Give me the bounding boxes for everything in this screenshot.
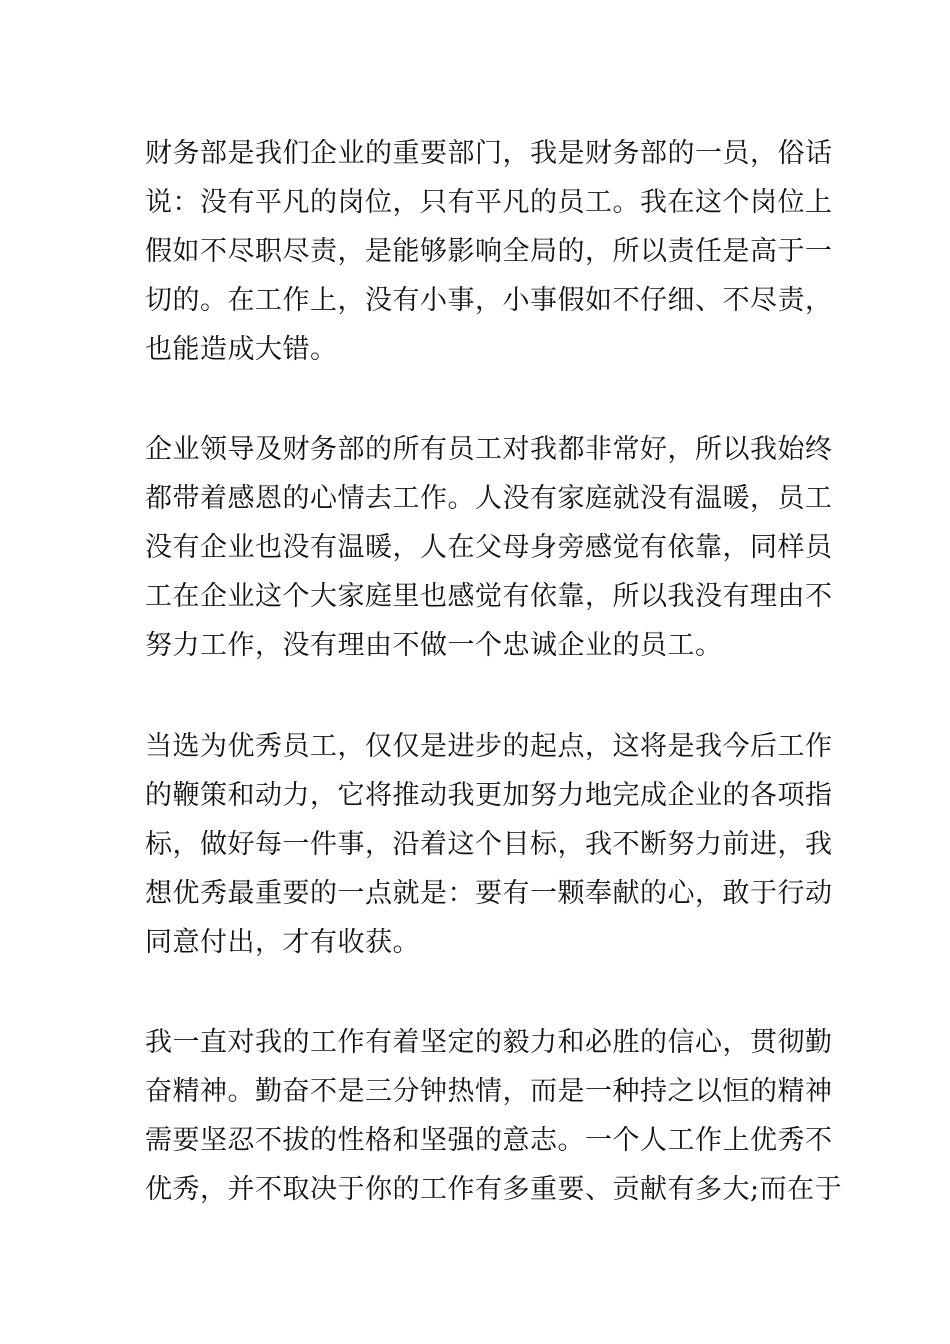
paragraph-1-line-4: 切的。在工作上，没有小事，小事假如不仔细、不尽责， — [145, 285, 833, 316]
paragraph-3-line-5: 同意付出，才有收获。 — [145, 927, 420, 958]
paragraph-3-line-1: 当选为优秀员工，仅仅是进步的起点，这将是我今后工作 — [145, 731, 833, 762]
paragraph-1-line-5: 也能造成大错。 — [145, 334, 338, 365]
paragraph-2-line-1: 企业领导及财务部的所有员工对我都非常好，所以我始终 — [145, 434, 833, 465]
paragraph-4-line-2: 奋精神。勤奋不是三分钟热情，而是一种持之以恒的精神 — [145, 1076, 833, 1107]
paragraph-2-line-5: 努力工作，没有理由不做一个忠诚企业的员工。 — [145, 630, 723, 661]
paragraph-2-line-3: 没有企业也没有温暖，人在父母身旁感觉有依靠，同样员 — [145, 532, 833, 563]
paragraph-2-line-4: 工在企业这个大家庭里也感觉有依靠，所以我没有理由不 — [145, 581, 833, 612]
paragraph-4-line-3: 需要坚忍不拔的性格和坚强的意志。一个人工作上优秀不 — [145, 1125, 833, 1156]
paragraph-1-line-3: 假如不尽职尽责，是能够影响全局的，所以责任是高于一 — [145, 236, 833, 267]
paragraph-4-line-4: 优秀，并不取决于你的工作有多重要、贡献有多大;而在于 — [145, 1174, 843, 1205]
paragraph-2-line-2: 都带着感恩的心情去工作。人没有家庭就没有温暖，员工 — [145, 483, 833, 514]
paragraph-3 — [145, 722, 833, 967]
paragraph-4-line-1: 我一直对我的工作有着坚定的毅力和必胜的信心，贯彻勤 — [145, 1027, 833, 1058]
paragraph-3-line-3: 标，做好每一件事，沿着这个目标，我不断努力前进，我 — [145, 829, 833, 860]
paragraph-1-line-2: 说：没有平凡的岗位，只有平凡的员工。我在这个岗位上 — [145, 187, 833, 218]
paragraph-2 — [145, 425, 833, 670]
paragraph-4 — [145, 1018, 843, 1214]
paragraph-3-line-4: 想优秀最重要的一点就是：要有一颗奉献的心，敢于行动 — [145, 878, 833, 909]
paragraph-3-line-2: 的鞭策和动力，它将推动我更加努力地完成企业的各项指 — [145, 780, 833, 811]
paragraph-1 — [145, 129, 833, 374]
paragraph-1-line-1: 财务部是我们企业的重要部门，我是财务部的一员，俗话 — [145, 138, 833, 169]
